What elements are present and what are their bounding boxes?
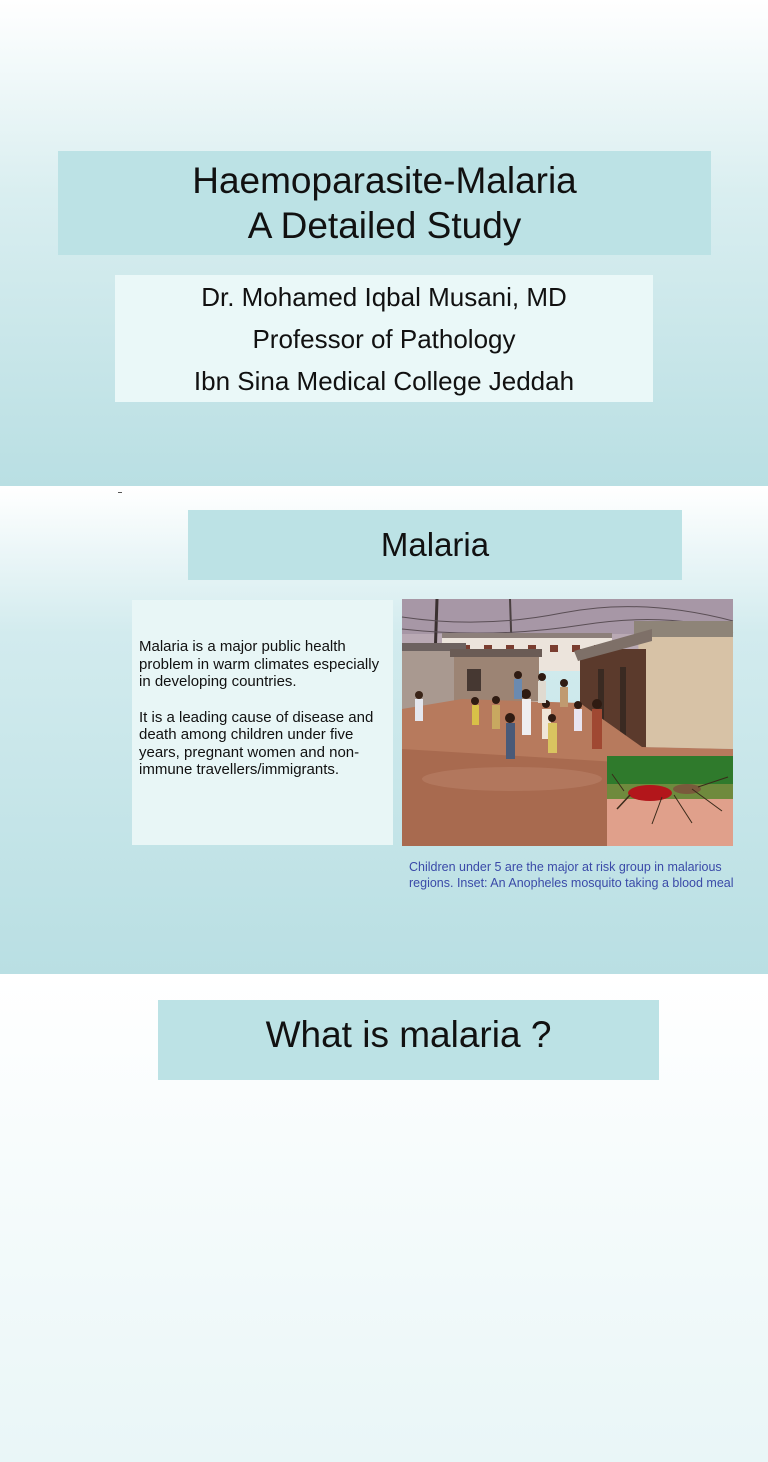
photo-caption	[409, 859, 759, 891]
slide-3-what-is-malaria	[0, 976, 768, 1462]
caption-line-2: regions. Inset: An Anopheles mosquito taking a blood meal	[409, 876, 734, 890]
village-children-photo	[402, 599, 733, 846]
slide-mark	[118, 492, 122, 493]
title-box	[58, 151, 711, 255]
author-position: Professor of Pathology	[252, 323, 516, 354]
slide-1-title	[0, 0, 768, 486]
paragraph-1: Malaria is a major public health problem in warm climates especially in developing countries.	[139, 638, 380, 690]
author-name: Dr. Mohamed Iqbal Musani, MD	[201, 281, 567, 312]
slide-2-malaria	[0, 488, 768, 974]
heading-text: What is malaria ?	[265, 1014, 552, 1055]
caption-line-1: Children under 5 are the major at risk group in malarious	[409, 860, 722, 874]
title-line-1: Haemoparasite-Malaria	[192, 160, 577, 201]
slide-heading	[188, 510, 682, 580]
author-box	[115, 275, 653, 402]
author-institution: Ibn Sina Medical College Jeddah	[193, 365, 575, 396]
title-line-2: A Detailed Study	[247, 205, 522, 246]
slide-heading	[158, 1000, 659, 1080]
heading-text: Malaria	[380, 526, 490, 563]
body-text-box	[132, 600, 393, 845]
anopheles-mosquito-icon	[607, 756, 733, 846]
paragraph-2: It is a leading cause of disease and death among children under five years, pregnant women and non-immune travellers/immigrants.	[139, 708, 374, 778]
